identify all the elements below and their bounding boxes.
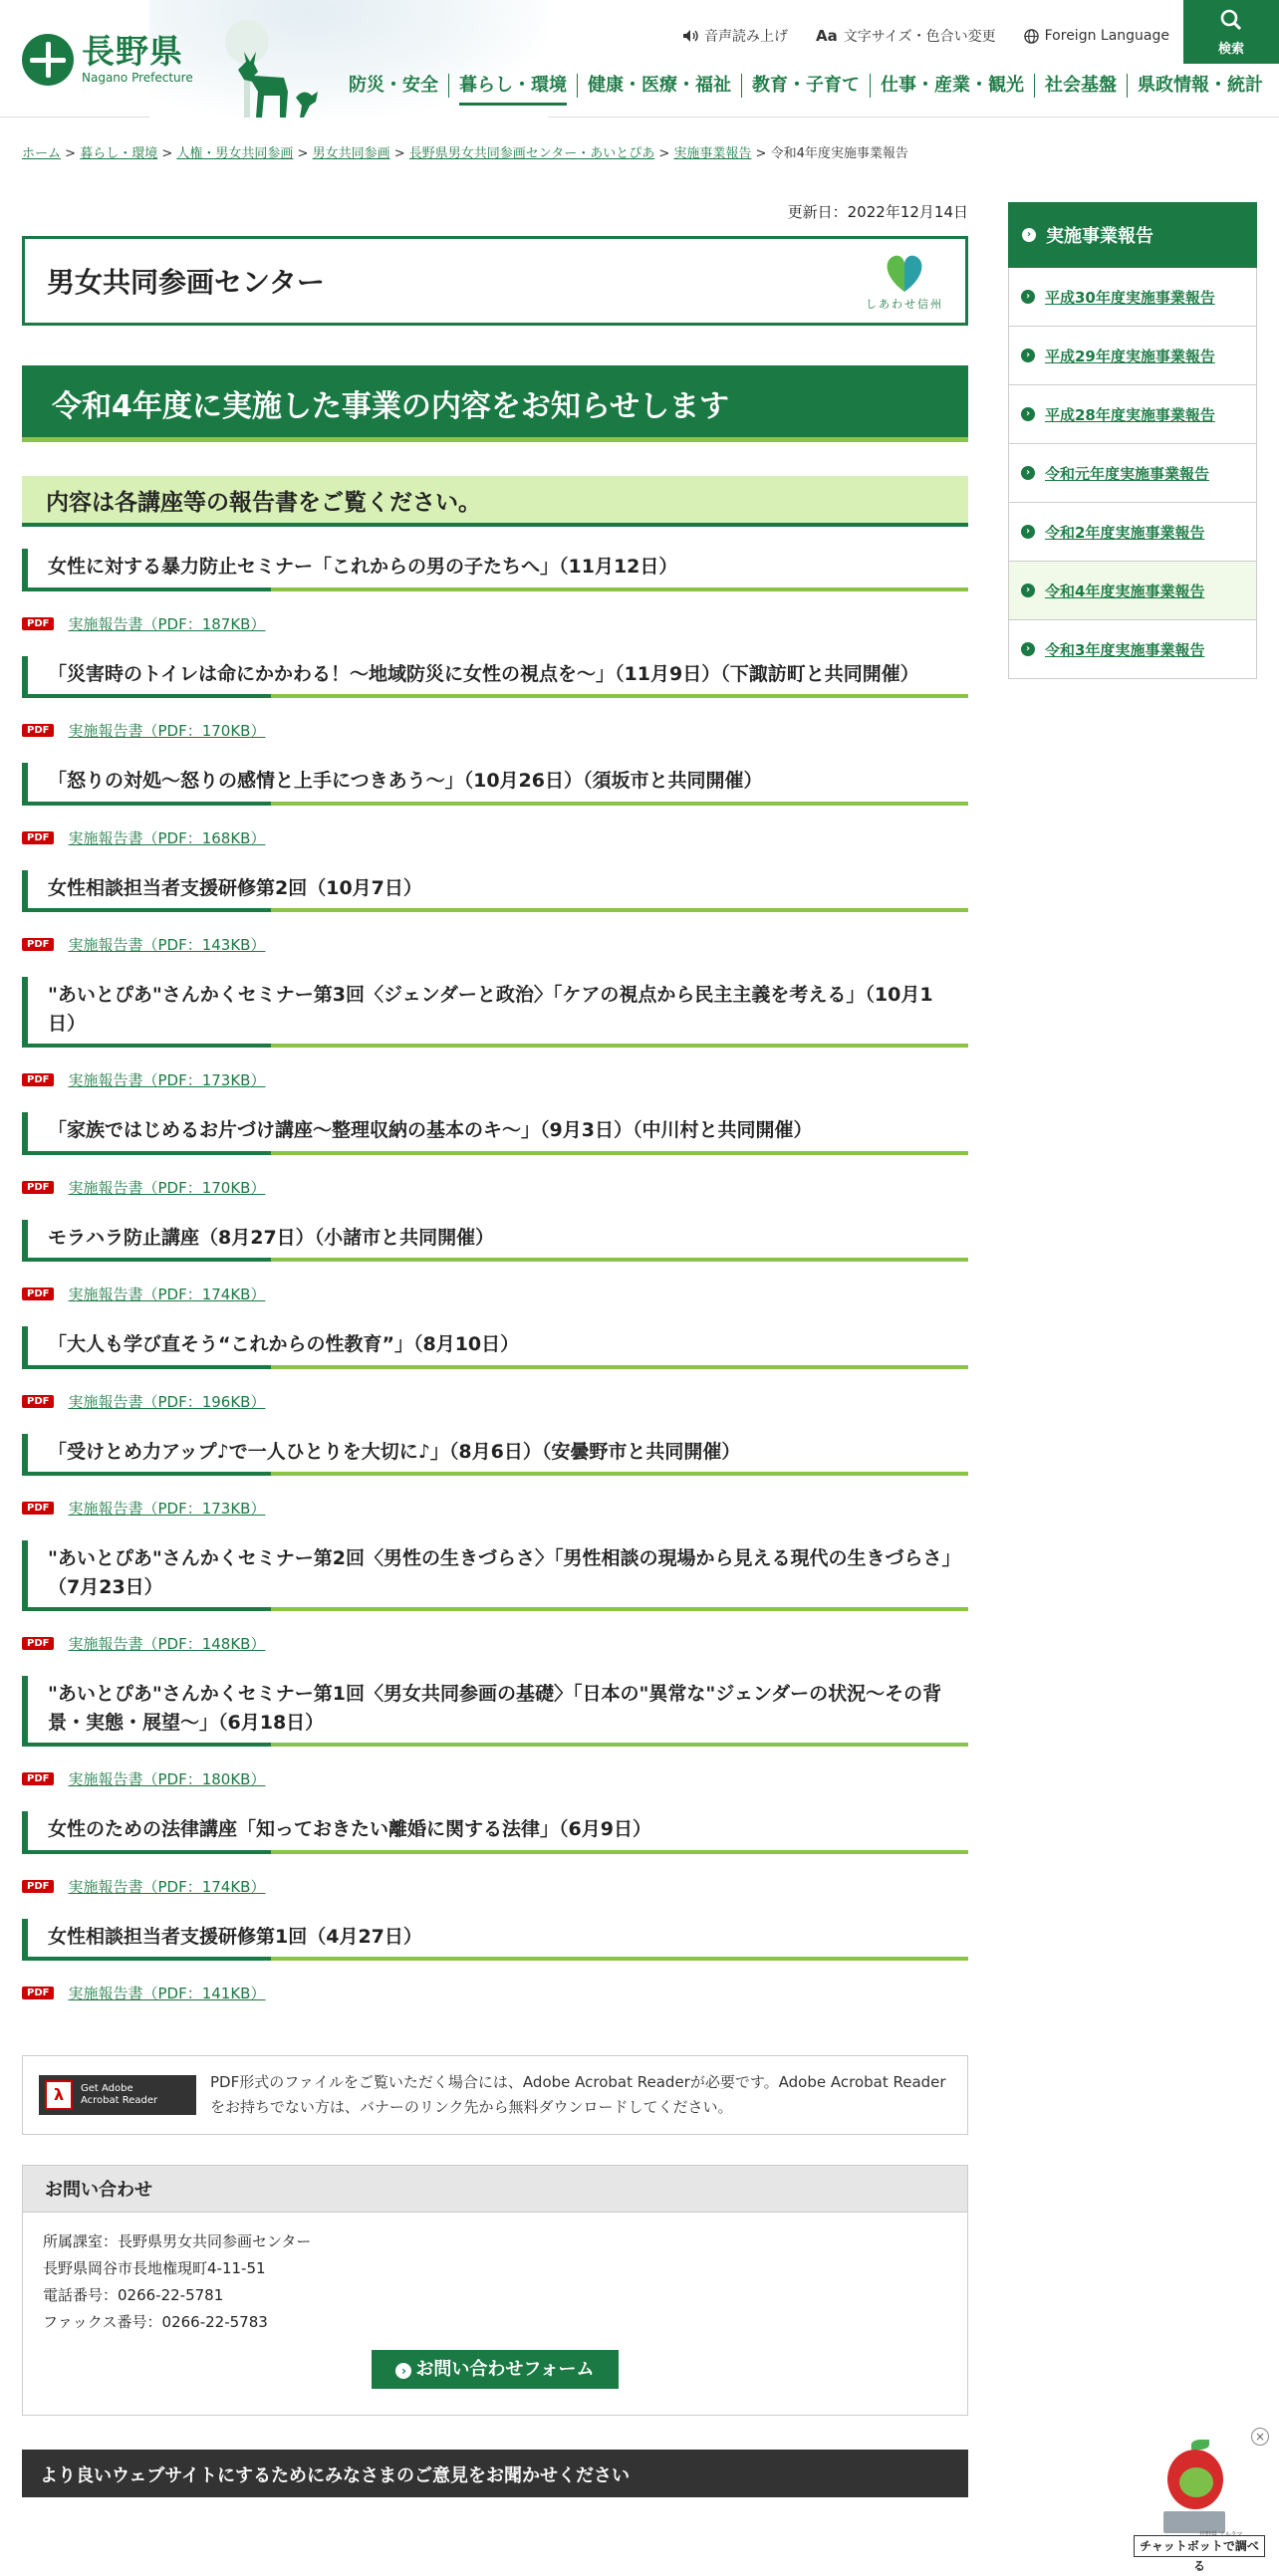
contact-heading: お問い合わせ: [23, 2166, 967, 2213]
chevron-right-icon: ›: [1021, 290, 1035, 304]
sidebar-item-label[interactable]: 令和2年度実施事業報告: [1045, 523, 1205, 542]
sidebar-heading: [1008, 202, 1257, 268]
main-content: [22, 201, 968, 2497]
report-title: "あいとぴあ"さんかくセミナー第1回〈男女共同参画の基礎〉「日本の"異常な"ジェンダーの状況～その背景・実態・展望～」（6月18日）: [22, 1676, 968, 1743]
sidebar-item-label[interactable]: 令和元年度実施事業報告: [1045, 464, 1210, 483]
breadcrumb-separator: >: [751, 146, 771, 161]
list-item: [22, 977, 968, 1090]
report-title: "あいとぴあ"さんかくセミナー第2回〈男性の生きづらさ〉「男性相談の現場から見える現代の生きづらさ」（7月23日）: [22, 1540, 968, 1607]
sidebar-heading-label: 実施事業報告: [1046, 226, 1153, 247]
pdf-icon: PDF: [22, 724, 54, 737]
shiawase-heart-icon: [881, 250, 928, 294]
report-pdf-link[interactable]: 実施報告書（PDF：196KB）: [68, 1392, 266, 1411]
search-button[interactable]: [1183, 0, 1279, 64]
header-tools: [682, 26, 1169, 46]
nav-living-environment[interactable]: 暮らし・環境: [448, 74, 577, 98]
report-pdf-link[interactable]: 実施報告書（PDF：148KB）: [68, 1635, 266, 1653]
report-pdf-link[interactable]: 実施報告書（PDF：174KB）: [68, 1286, 266, 1303]
pdf-icon: PDF: [22, 938, 54, 951]
sidebar-item-label[interactable]: 平成28年度実施事業報告: [1045, 405, 1215, 424]
list-item: [22, 1540, 968, 1654]
search-label: 検索: [1217, 42, 1244, 57]
sidebar: [1008, 202, 1257, 679]
logo-japanese: 長野県: [82, 31, 183, 71]
chevron-right-icon: ›: [1021, 466, 1035, 480]
pdf-icon: PDF: [22, 1288, 54, 1300]
prefecture-emblem-icon: [22, 34, 74, 86]
report-pdf-link[interactable]: 実施報告書（PDF：174KB）: [68, 1877, 266, 1896]
department-title: 男女共同参画センター: [47, 266, 325, 299]
report-pdf-link[interactable]: 実施報告書（PDF：173KB）: [68, 1071, 266, 1089]
report-title: 「受けとめ力アップ♪で一人ひとりを大切に♪」（8月6日）（安曇野市と共同開催）: [22, 1434, 968, 1473]
breadcrumb-separator: >: [61, 146, 81, 161]
contact-fax: ファックス番号：0266-22-5783: [43, 2312, 268, 2331]
pdf-icon: PDF: [22, 1073, 54, 1086]
report-pdf-link[interactable]: 実施報告書（PDF：143KB）: [68, 936, 266, 954]
list-item: [22, 549, 968, 634]
breadcrumb-center[interactable]: 長野県男女共同参画センター・あいとぴあ: [408, 146, 655, 161]
sidebar-item-label[interactable]: 令和3年度実施事業報告: [1045, 640, 1205, 659]
report-pdf-link[interactable]: 実施報告書（PDF：180KB）: [68, 1770, 266, 1788]
page-title: 令和4年度に実施した事業の内容をお知らせします: [22, 365, 968, 442]
search-icon: [1219, 8, 1243, 32]
nav-health-welfare[interactable]: 健康・医療・福祉: [577, 74, 741, 98]
adobe-acrobat-icon: λ: [45, 2080, 73, 2110]
chevron-right-icon: ›: [395, 2363, 411, 2379]
contact-form-button[interactable]: [372, 2350, 618, 2389]
foreign-language-label: Foreign Language: [1044, 28, 1169, 44]
breadcrumb-gender-equality[interactable]: 男女共同参画: [312, 146, 390, 161]
breadcrumb: [22, 142, 908, 161]
sidebar-item-r4[interactable]: [1008, 562, 1257, 620]
report-title: 「家族ではじめるお片づけ講座～整理収納の基本のキ～」（9月3日）（中川村と共同開催）: [22, 1112, 968, 1151]
text-size-color-button[interactable]: [816, 26, 996, 46]
breadcrumb-separator: >: [654, 146, 674, 161]
list-item: [22, 1326, 968, 1412]
report-title: モラハラ防止講座（8月27日）（小諸市と共同開催）: [22, 1220, 968, 1259]
chevron-right-icon: ›: [1022, 228, 1036, 242]
pdf-icon: PDF: [22, 1502, 54, 1515]
global-navigation: [339, 74, 1273, 98]
report-title: 女性相談担当者支援研修第2回（10月7日）: [22, 870, 968, 909]
chevron-right-icon: ›: [1021, 525, 1035, 539]
contact-form-label: お問い合わせフォーム: [415, 2358, 595, 2380]
voice-reading-button[interactable]: [682, 26, 788, 46]
list-item: [22, 1220, 968, 1305]
report-title: 「大人も学び直そう“これからの性教育”」（8月10日）: [22, 1326, 968, 1365]
chevron-right-icon: ›: [1021, 407, 1035, 421]
speaker-icon: [682, 29, 698, 43]
get-acrobat-reader-banner[interactable]: [39, 2075, 196, 2115]
sidebar-item-label[interactable]: 平成29年度実施事業報告: [1045, 347, 1215, 365]
contact-address: 長野県岡谷市長地権現町4-11-51: [43, 2258, 266, 2277]
report-pdf-link[interactable]: 実施報告書（PDF：141KB）: [68, 1985, 266, 2002]
report-pdf-link[interactable]: 実施報告書（PDF：170KB）: [68, 722, 266, 740]
section-subtitle: 内容は各講座等の報告書をご覧ください。: [22, 476, 968, 527]
breadcrumb-separator: >: [389, 146, 409, 161]
sidebar-item-label[interactable]: 令和4年度実施事業報告: [1045, 582, 1205, 600]
acrobat-notice: [22, 2055, 968, 2135]
list-item: [22, 1434, 968, 1520]
pdf-icon: PDF: [22, 1772, 54, 1785]
site-header: [0, 0, 1279, 117]
nav-infrastructure[interactable]: 社会基盤: [1034, 74, 1127, 98]
breadcrumb-separator: >: [293, 146, 313, 161]
shiawase-shinshu-logo: [866, 250, 943, 312]
pdf-icon: PDF: [22, 1880, 54, 1893]
voice-reading-label: 音声読み上げ: [704, 29, 788, 45]
sidebar-item-r1[interactable]: [1008, 444, 1257, 503]
pdf-icon: PDF: [22, 831, 54, 844]
breadcrumb-current: 令和4年度実施事業報告: [770, 146, 908, 161]
chevron-right-icon: ›: [1021, 584, 1035, 597]
contact-department: 所属課室：長野県男女共同参画センター: [43, 2231, 312, 2250]
updated-date: 更新日：2022年12月14日: [787, 203, 968, 221]
feedback-heading: より良いウェブサイトにするためにみなさまのご意見をお聞かせください: [22, 2450, 968, 2497]
report-list: [22, 549, 968, 2003]
sidebar-item-label[interactable]: 平成30年度実施事業報告: [1045, 288, 1215, 307]
pdf-icon: PDF: [22, 1395, 54, 1408]
report-title: 女性相談担当者支援研修第1回（4月27日）: [22, 1919, 968, 1958]
pdf-icon: PDF: [22, 1987, 54, 1999]
nav-prefecture-info[interactable]: 県政情報・統計: [1127, 74, 1273, 98]
report-title: 「災害時のトイレは命にかかわる！～地域防災に女性の視点を～」（11月9日）（下諏訪町と共同開催）: [22, 656, 968, 695]
site-logo[interactable]: [22, 31, 193, 86]
chatbot-widget[interactable]: [1130, 2430, 1269, 2573]
list-item: [22, 1112, 968, 1198]
acrobat-banner-line2: Acrobat Reader: [81, 2094, 158, 2106]
report-pdf-link[interactable]: 実施報告書（PDF：168KB）: [68, 828, 266, 847]
report-title: 女性のための法律講座「知っておきたい離婚に関する法律」（6月9日）: [22, 1811, 968, 1850]
report-title: "あいとぴあ"さんかくセミナー第3回〈ジェンダーと政治〉「ケアの視点から民主主義を考える」（10月1日）: [22, 977, 968, 1044]
logo-english: Nagano Prefecture: [82, 71, 193, 86]
sidebar-item-h29[interactable]: [1008, 327, 1257, 385]
breadcrumb-human-rights[interactable]: 人権・男女共同参画: [176, 146, 294, 161]
sidebar-item-h30[interactable]: [1008, 268, 1257, 327]
text-size-color-label: 文字サイズ・色合い変更: [843, 29, 996, 45]
nav-disaster-safety[interactable]: 防災・安全: [349, 75, 438, 96]
breadcrumb-separator: >: [157, 146, 177, 161]
close-icon[interactable]: ×: [1251, 2428, 1269, 2446]
contact-section: [22, 2165, 968, 2416]
text-size-icon: Aa: [816, 27, 838, 45]
report-title: 女性に対する暴力防止セミナー「これからの男の子たちへ」（11月12日）: [22, 549, 968, 587]
globe-icon: [1024, 29, 1039, 44]
pdf-icon: PDF: [22, 617, 54, 630]
header-background: [149, 0, 548, 117]
report-title: 「怒りの対処～怒りの感情と上手につきあう～」（10月26日）（須坂市と共同開催）: [22, 763, 968, 802]
sidebar-item-h28[interactable]: [1008, 385, 1257, 444]
list-item: [22, 656, 968, 742]
nav-education-childcare[interactable]: 教育・子育て: [741, 74, 870, 98]
shiawase-caption: しあわせ信州: [866, 298, 943, 311]
mascot-face-icon: [1179, 2467, 1213, 2497]
pdf-icon: PDF: [22, 1637, 54, 1650]
report-pdf-link[interactable]: 実施報告書（PDF：173KB）: [68, 1500, 266, 1518]
breadcrumb-living-environment[interactable]: 暮らし・環境: [80, 146, 158, 161]
list-item: [22, 1811, 968, 1897]
chevron-right-icon: ›: [1021, 349, 1035, 362]
sidebar-item-r2[interactable]: [1008, 503, 1257, 562]
list-item: [22, 763, 968, 848]
sidebar-item-r3[interactable]: [1008, 620, 1257, 679]
chatbot-label[interactable]: チャットボットで調べる: [1134, 2535, 1265, 2557]
report-pdf-link[interactable]: 実施報告書（PDF：187KB）: [68, 614, 266, 633]
leaf-icon: [1191, 2440, 1209, 2450]
deer-tree-illustration-icon: [224, 22, 334, 117]
contact-tel: 電話番号：0266-22-5781: [43, 2285, 224, 2304]
nav-work-industry-tourism[interactable]: 仕事・産業・観光: [870, 74, 1034, 98]
acrobat-notice-text: PDF形式のファイルをご覧いただく場合には、Adobe Acrobat Readerが必要です。Adobe Acrobat Readerをお持ちでない方は、バナーのリンク先から無料ダウンロードしてください。: [210, 2073, 946, 2116]
report-pdf-link[interactable]: 実施報告書（PDF：170KB）: [68, 1178, 266, 1197]
breadcrumb-home[interactable]: ホーム: [22, 146, 62, 161]
list-item: [22, 1919, 968, 2004]
foreign-language-button[interactable]: [1024, 26, 1169, 46]
acrobat-banner-line1: Get Adobe: [81, 2082, 133, 2094]
list-item: [22, 1676, 968, 1789]
pdf-icon: PDF: [22, 1181, 54, 1194]
breadcrumb-reports[interactable]: 実施事業報告: [673, 146, 752, 161]
chevron-right-icon: ›: [1021, 642, 1035, 656]
department-box: [22, 236, 968, 326]
list-item: [22, 870, 968, 956]
